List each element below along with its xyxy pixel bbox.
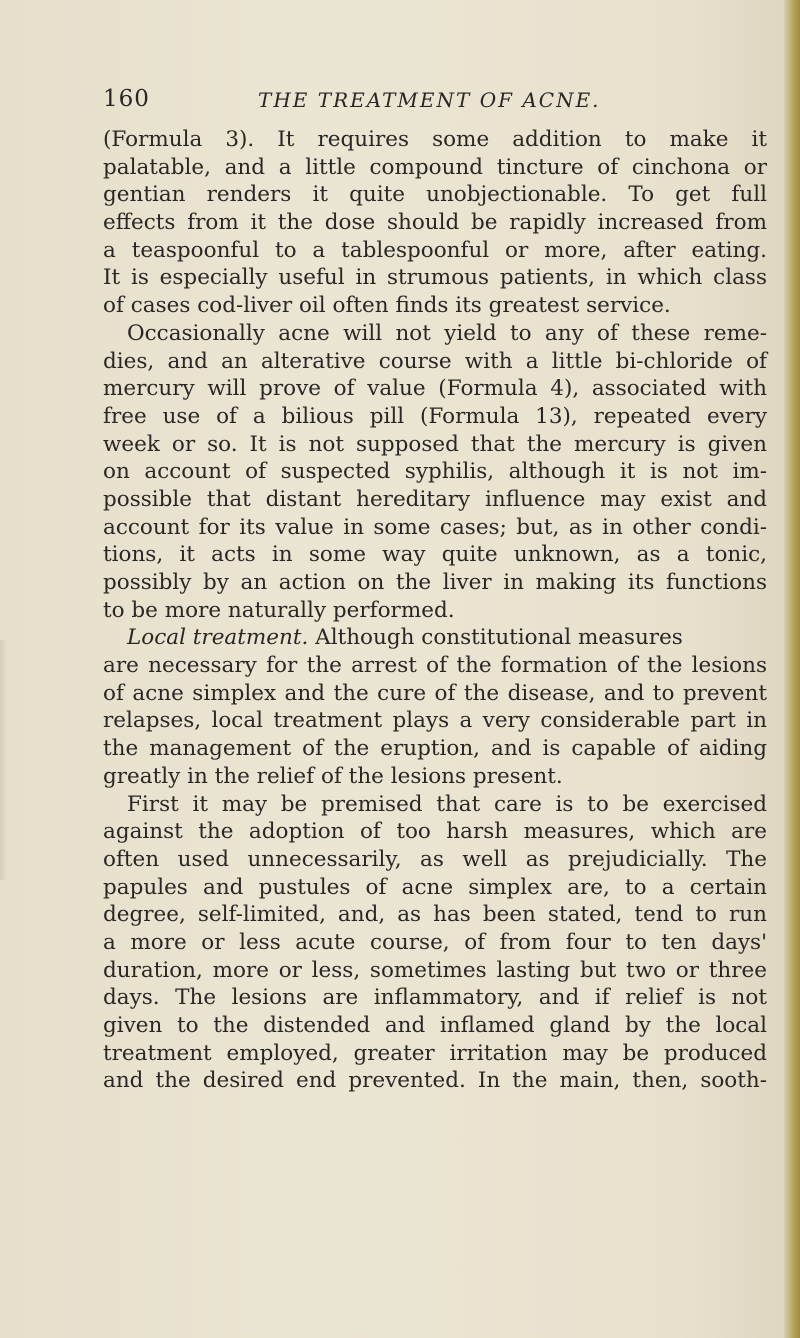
text-line: dies, and an alterative course with a little bi-chloride of (103, 348, 767, 374)
text-line: possibly by an action on the liver in making its functions (103, 570, 767, 595)
text-line: possible that distant hereditary influence may exist and (103, 486, 767, 512)
text-line: degree, self-limited, and, as has been stated, tend to run (103, 902, 767, 928)
text-line: a teaspoonful to a tablespoonful or more, after eating. (103, 237, 767, 263)
text-line: on account of suspected syphilis, although it is not im- (103, 459, 767, 485)
text-line: mercury will prove of value (Formula 4), associated with (103, 376, 767, 402)
page-header (103, 86, 663, 116)
text-line: First it may be premised that care is to be exercised (127, 791, 767, 817)
text-line: are necessary for the arrest of the formation of the lesions (103, 653, 767, 679)
text-line: tions, it acts in some way quite unknown, as a tonic, (103, 542, 767, 568)
page-number: 160 (103, 86, 150, 112)
text-line: treatment employed, greater irritation may be produced (103, 1040, 767, 1066)
text-line: It is especially useful in strumous patients, in which class (103, 265, 767, 291)
text-line: (Formula 3). It requires some addition to make it (103, 127, 767, 152)
text-line: duration, more or less, sometimes lasting but two or three (103, 957, 767, 983)
text-line: papules and pustules of acne simplex are, to a certain (103, 874, 767, 900)
text-line: free use of a bilious pill (Formula 13), repeated every (103, 403, 767, 429)
page-right-edge (784, 0, 800, 1338)
text-line-with-heading (103, 624, 767, 652)
text-line: Occasionally acne will not yield to any of these reme- (127, 320, 767, 346)
text-line: of acne simplex and the cure of the disease, and to prevent (103, 680, 767, 706)
text-line: of cases cod-liver oil often finds its greatest service. (103, 293, 671, 319)
local-treatment-heading: Local treatment. (127, 625, 309, 651)
text-line: week or so. It is not supposed that the mercury is given (103, 431, 767, 457)
text-line: days. The lesions are inflammatory, and if relief is not (103, 985, 767, 1011)
text-line: account for its value in some cases; but, as in other condi- (103, 514, 767, 540)
text-line: a more or less acute course, of from four to ten days' (103, 929, 767, 955)
text-line: effects from it the dose should be rapidly increased from (103, 210, 767, 236)
page-left-edge-shadow (0, 640, 8, 880)
text-line: the management of the eruption, and is capable of aiding (103, 736, 767, 762)
text-line: and the desired end prevented. In the main, then, sooth- (103, 1068, 767, 1094)
text-line: palatable, and a little compound tincture of cinchona or (103, 154, 767, 180)
text-line: given to the distended and inflamed gland by the local (103, 1013, 767, 1038)
text-line: greatly in the relief of the lesions present. (103, 763, 563, 789)
text-line-rest: Although constitutional measures (315, 625, 683, 651)
text-line: to be more naturally performed. (103, 597, 455, 623)
text-line: often used unnecessarily, as well as prejudicially. The (103, 846, 767, 872)
text-line: gentian renders it quite unobjectionable. To get full (103, 182, 767, 208)
running-head: THE TREATMENT OF ACNE. (258, 88, 601, 112)
text-line: relapses, local treatment plays a very considerable part in (103, 708, 767, 734)
body-text (103, 126, 767, 1095)
text-line: against the adoption of too harsh measures, which are (103, 819, 767, 845)
